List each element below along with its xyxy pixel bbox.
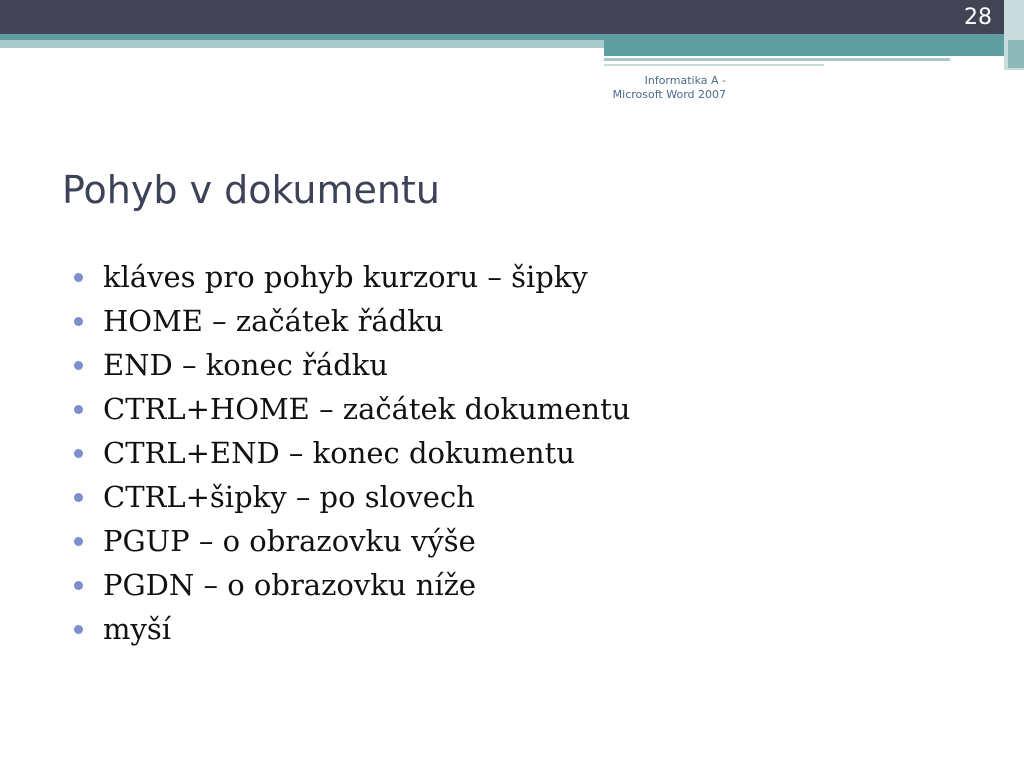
bullet-icon — [74, 493, 83, 502]
decoration-line — [604, 64, 824, 66]
bullet-icon — [74, 361, 83, 370]
bullet-item — [74, 563, 630, 607]
header-decoration — [604, 34, 1004, 56]
bullet-text: PGUP – o obrazovku výše — [103, 524, 476, 558]
header-band — [0, 0, 1024, 34]
footer-line: Microsoft Word 2007 — [612, 88, 726, 101]
bullet-text: kláves pro pohyb kurzoru – šipky — [103, 260, 588, 294]
decoration-line — [604, 58, 950, 61]
accent-band-light — [0, 40, 604, 48]
bullet-text: CTRL+HOME – začátek dokumentu — [103, 392, 631, 426]
bullet-icon — [74, 317, 83, 326]
corner-decoration — [1008, 40, 1024, 68]
bullet-list — [74, 255, 630, 651]
bullet-text: PGDN – o obrazovku níže — [103, 568, 477, 602]
slide-title: Pohyb v dokumentu — [62, 168, 440, 212]
bullet-icon — [74, 449, 83, 458]
bullet-text: myší — [103, 612, 172, 646]
bullet-text: CTRL+šipky – po slovech — [103, 480, 475, 514]
bullet-item — [74, 299, 630, 343]
bullet-icon — [74, 581, 83, 590]
bullet-item — [74, 431, 630, 475]
bullet-item — [74, 475, 630, 519]
bullet-icon — [74, 537, 83, 546]
bullet-item — [74, 519, 630, 563]
bullet-icon — [74, 273, 83, 282]
bullet-item — [74, 255, 630, 299]
bullet-icon — [74, 625, 83, 634]
bullet-item — [74, 343, 630, 387]
bullet-item — [74, 607, 630, 651]
bullet-text: END – konec řádku — [103, 348, 389, 382]
bullet-icon — [74, 405, 83, 414]
bullet-item — [74, 387, 630, 431]
footer-line: Informatika A - — [644, 74, 726, 87]
bullet-text: CTRL+END – konec dokumentu — [103, 436, 575, 470]
slide-number: 28 — [964, 5, 992, 30]
slide-footer — [580, 74, 726, 102]
bullet-text: HOME – začátek řádku — [103, 304, 444, 338]
